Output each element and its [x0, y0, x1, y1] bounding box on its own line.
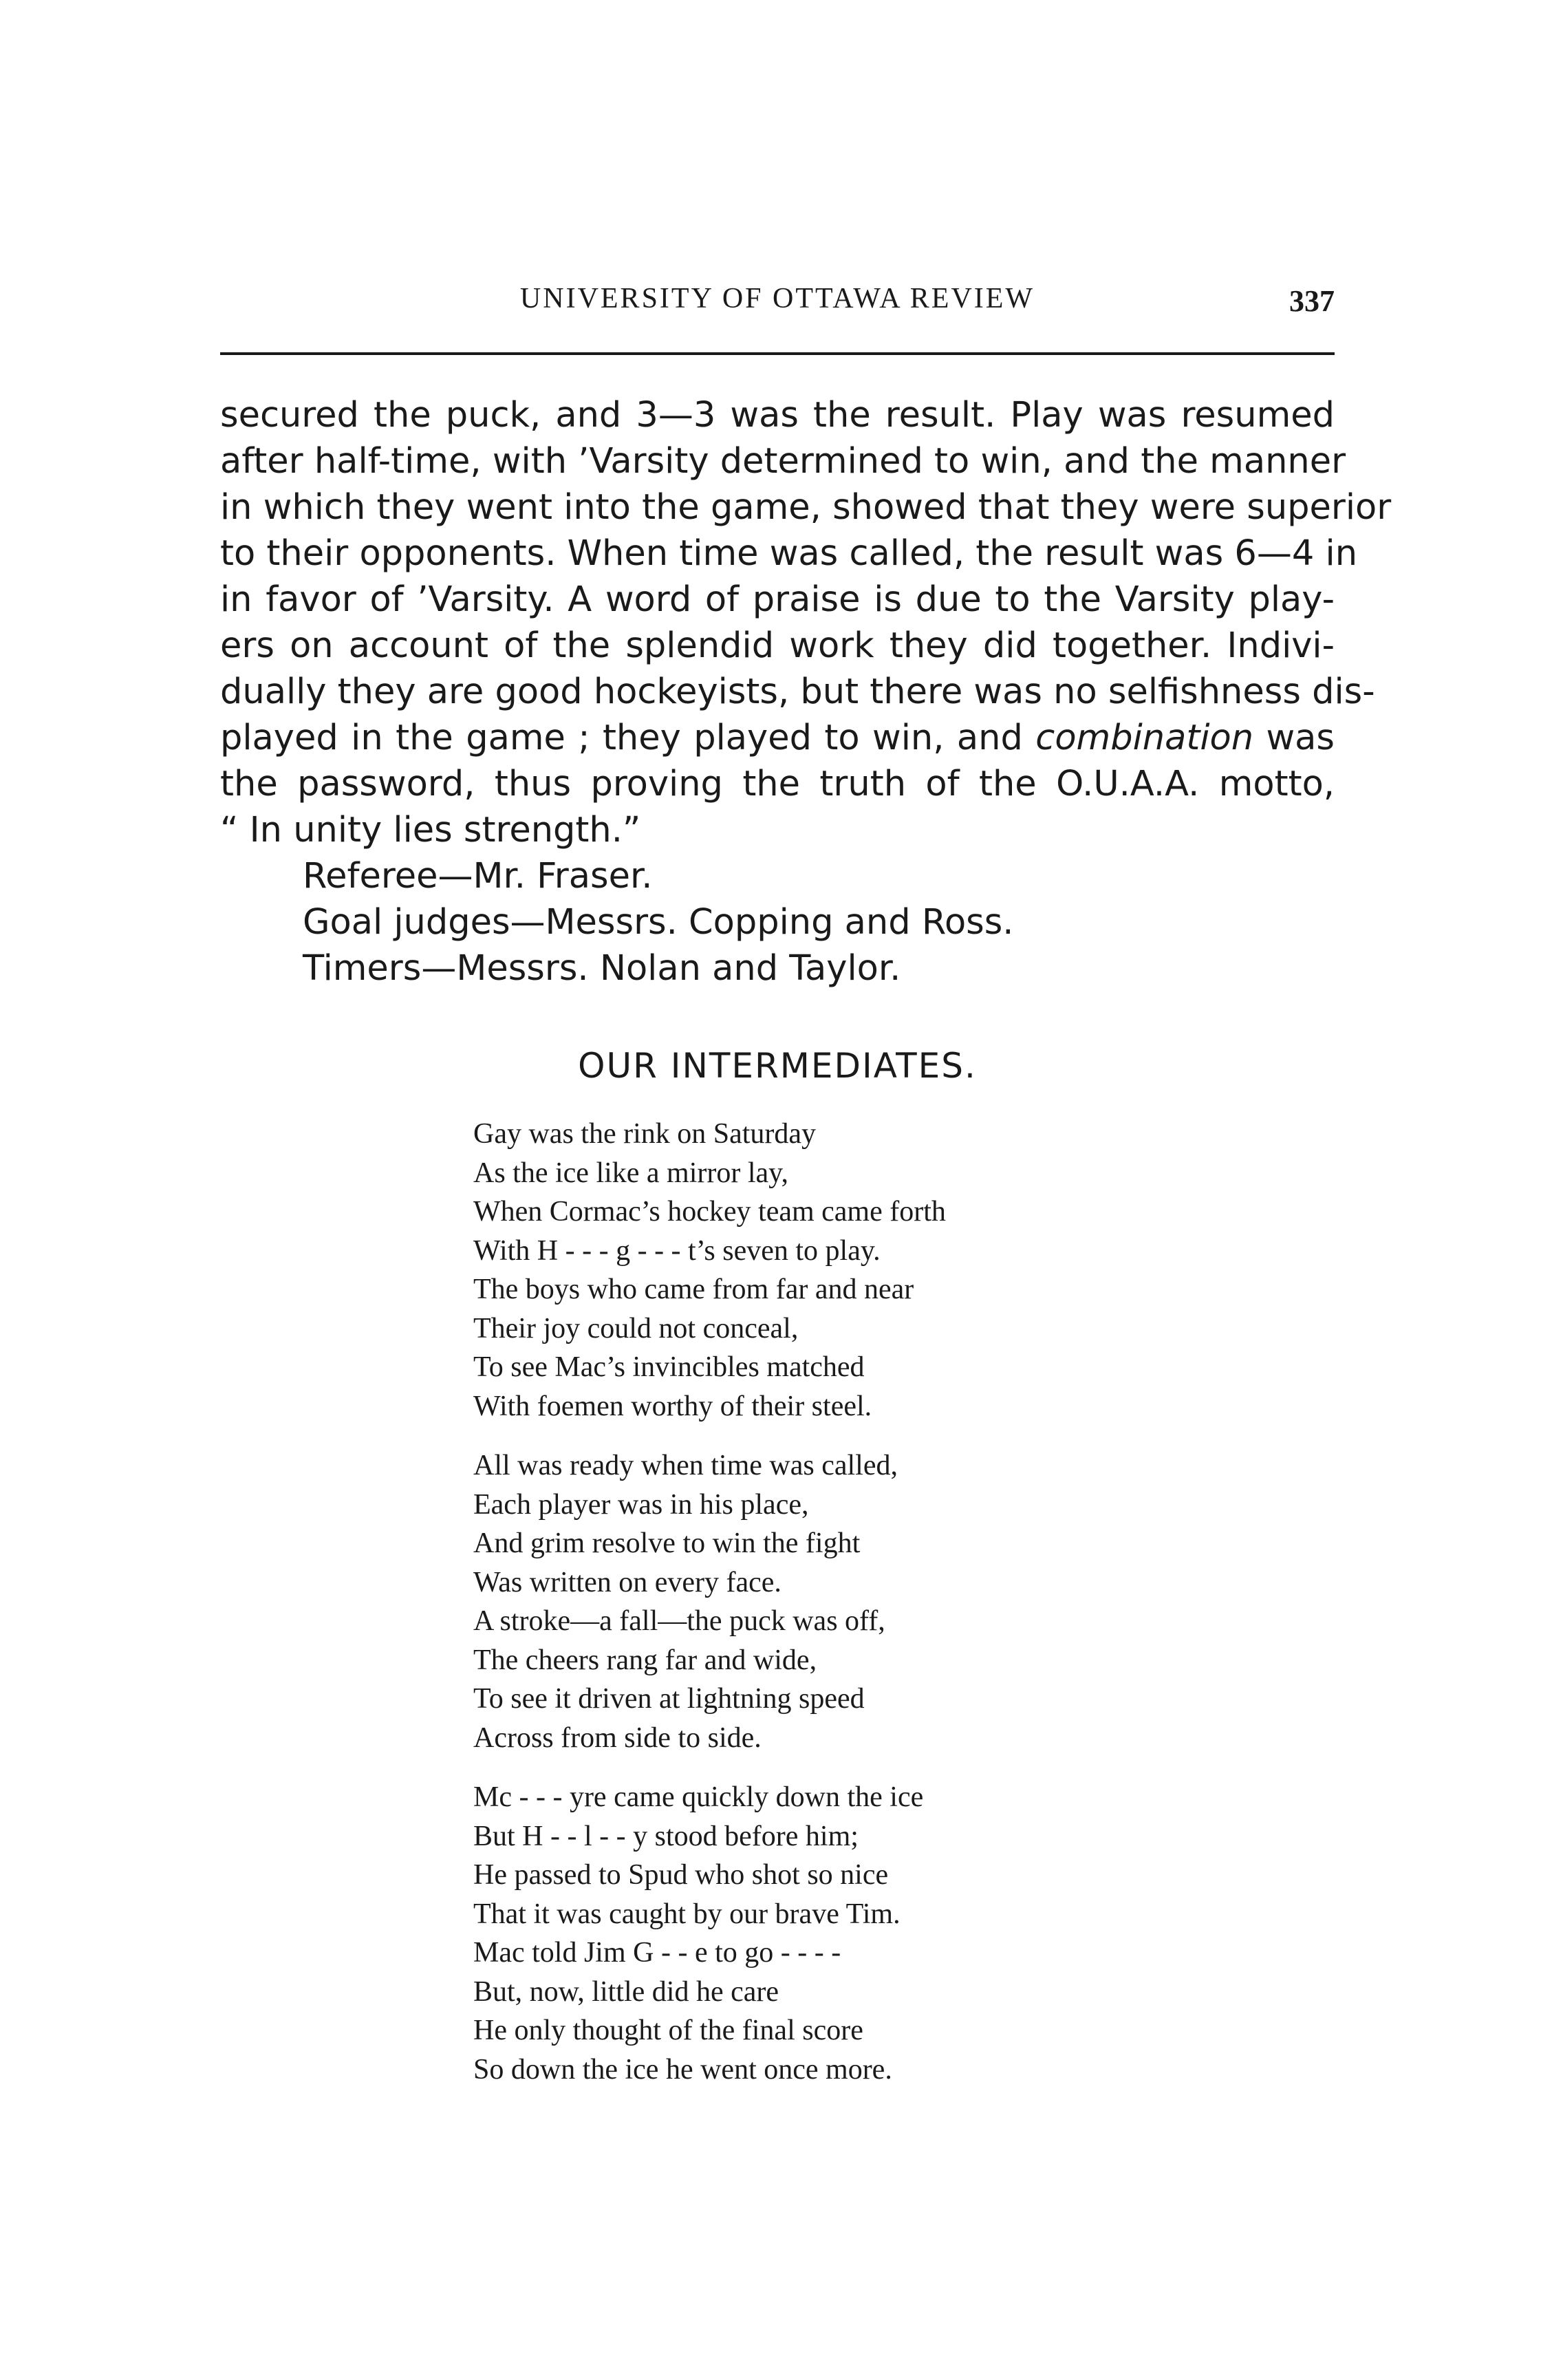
- officials-list: [220, 853, 1335, 991]
- italic-word: combination: [1035, 718, 1254, 758]
- report-line: “ In unity lies strength.”: [220, 810, 641, 850]
- poem-line: He passed to Spud who shot so nice: [473, 1859, 889, 1891]
- report-line: secured the puck, and 3—3 was the result. Play was resumed: [220, 395, 1335, 436]
- poem-line: To see it driven at lightning speed: [473, 1683, 865, 1715]
- poem-line: Mc - - - yre came quickly down the ice: [473, 1781, 924, 1813]
- header-rule: [220, 352, 1335, 355]
- poem-line: Gay was the rink on Saturday: [473, 1118, 817, 1150]
- referee-line: Referee—Mr. Fraser.: [303, 856, 653, 897]
- poem-line: Was written on every face.: [473, 1566, 782, 1598]
- report-paragraph: [220, 392, 1392, 853]
- poem-line: So down the ice he went once more.: [473, 2053, 892, 2086]
- poem-line: With foemen worthy of their steel.: [473, 1390, 872, 1422]
- poem-line: Each player was in his place,: [473, 1488, 809, 1521]
- stanza-3: [473, 1778, 946, 2089]
- page-header: [220, 275, 1335, 317]
- poem-line: A stroke—a fall—the puck was off,: [473, 1605, 885, 1637]
- poem: [473, 1115, 946, 2110]
- match-report: [220, 392, 1392, 991]
- poem-line: When Cormac’s hockey team came forth: [473, 1196, 946, 1227]
- report-line: ers on account of the splendid work they did together. Indivi-: [220, 625, 1335, 666]
- poem-line: That it was caught by our brave Tim.: [473, 1898, 901, 1930]
- poem-line: As the ice like a mirror lay,: [473, 1157, 788, 1189]
- report-line: the password, thus proving the truth of the O.U.A.A. motto,: [220, 764, 1335, 804]
- poem-title: OUR INTERMEDIATES.: [578, 1046, 977, 1086]
- report-line: in favor of ’Varsity. A word of praise is due to the Varsity play-: [220, 579, 1335, 620]
- poem-line: Across from side to side.: [473, 1722, 762, 1754]
- report-line: in which they went into the game, showed that they were superior: [220, 487, 1392, 528]
- report-line: dually they are good hockeyists, but there was no selfishness dis-: [220, 672, 1375, 712]
- poem-line: To see Mac’s invincibles matched: [473, 1351, 865, 1383]
- stanza-1: [473, 1115, 946, 1426]
- timers-line: Timers—Messrs. Nolan and Taylor.: [303, 948, 901, 989]
- poem-line: All was ready when time was called,: [473, 1450, 898, 1481]
- poem-line: But H - - l - - y stood before him;: [473, 1820, 859, 1852]
- report-line-start: played in the game ; they played to win, and: [220, 718, 1023, 758]
- page-number: 337: [1289, 284, 1335, 318]
- poem-line: And grim resolve to win the fight: [473, 1527, 861, 1559]
- poem-line: With H - - - g - - - t’s seven to play.: [473, 1234, 881, 1267]
- stanza-2: [473, 1446, 946, 1757]
- poem-line: He only thought of the final score: [473, 2015, 863, 2046]
- poem-line: But, now, little did he care: [473, 1975, 779, 2008]
- report-line: to their opponents. When time was called, the result was 6—4 in: [220, 533, 1358, 574]
- poem-line: Their joy could not conceal,: [473, 1312, 799, 1344]
- report-line-end: was: [1266, 718, 1335, 758]
- poem-line: The cheers rang far and wide,: [473, 1644, 817, 1676]
- report-line: after half-time, with ’Varsity determined to win, and the manner: [220, 441, 1346, 482]
- goal-judges-line: Goal judges—Messrs. Copping and Ross.: [303, 902, 1014, 943]
- report-line-with-italic: [220, 715, 1335, 761]
- running-head: UNIVERSITY OF OTTAWA REVIEW: [519, 283, 1035, 314]
- poem-line: Mac told Jim G - - e to go - - - -: [473, 1937, 841, 1969]
- poem-line: The boys who came from far and near: [473, 1274, 914, 1305]
